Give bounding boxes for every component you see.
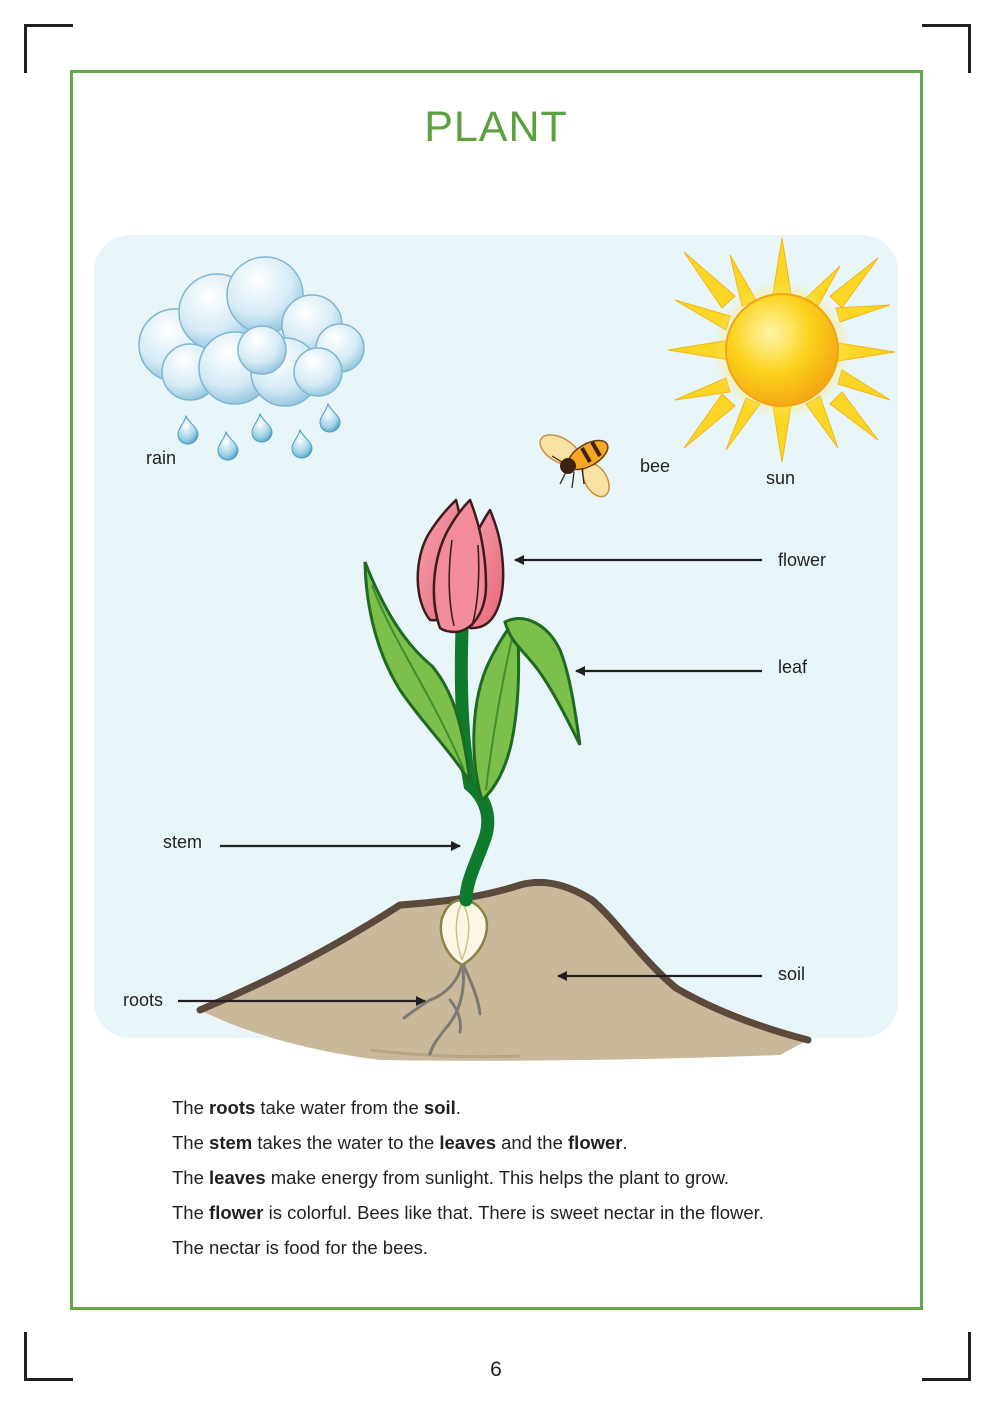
page-title: PLANT bbox=[424, 103, 568, 151]
page-number: 6 bbox=[490, 1358, 502, 1381]
sentence-text: The bbox=[172, 1132, 210, 1153]
sentence-text: The bbox=[172, 1202, 210, 1223]
sentence-text: The bbox=[172, 1097, 210, 1118]
sentence bbox=[172, 1230, 872, 1265]
label-bee: bee bbox=[640, 456, 671, 476]
sentence-text: take water from the bbox=[255, 1097, 424, 1118]
sentence-text: make energy from sunlight. This helps the plant to grow. bbox=[265, 1167, 730, 1188]
keyword: leaves bbox=[439, 1132, 496, 1153]
explanation-text bbox=[172, 1090, 872, 1265]
keyword: flower bbox=[209, 1202, 264, 1223]
label-stem: stem bbox=[163, 832, 203, 852]
sentence-text: . bbox=[455, 1097, 461, 1118]
label-rain: rain bbox=[146, 448, 177, 468]
keyword: stem bbox=[209, 1132, 253, 1153]
keyword: flower bbox=[568, 1132, 623, 1153]
sentence bbox=[172, 1160, 872, 1195]
keyword: leaves bbox=[209, 1167, 266, 1188]
sentence-text: is colorful. Bees like that. There is sweet nectar in the flower. bbox=[263, 1202, 764, 1223]
label-roots: roots bbox=[123, 990, 164, 1010]
keyword: roots bbox=[209, 1097, 256, 1118]
keyword: soil bbox=[423, 1097, 456, 1118]
sentence-text: takes the water to the bbox=[252, 1132, 440, 1153]
sentence bbox=[172, 1195, 872, 1230]
sentence-text: and the bbox=[496, 1132, 569, 1153]
label-leaf: leaf bbox=[778, 657, 808, 677]
sentence bbox=[172, 1090, 872, 1125]
sentence-text: . bbox=[622, 1132, 628, 1153]
label-sun: sun bbox=[766, 468, 796, 488]
sentence-text: The bbox=[172, 1167, 210, 1188]
label-soil: soil bbox=[778, 964, 806, 984]
label-flower: flower bbox=[778, 550, 827, 570]
sentence bbox=[172, 1125, 872, 1160]
sentence-text: The nectar is food for the bees. bbox=[172, 1237, 429, 1258]
